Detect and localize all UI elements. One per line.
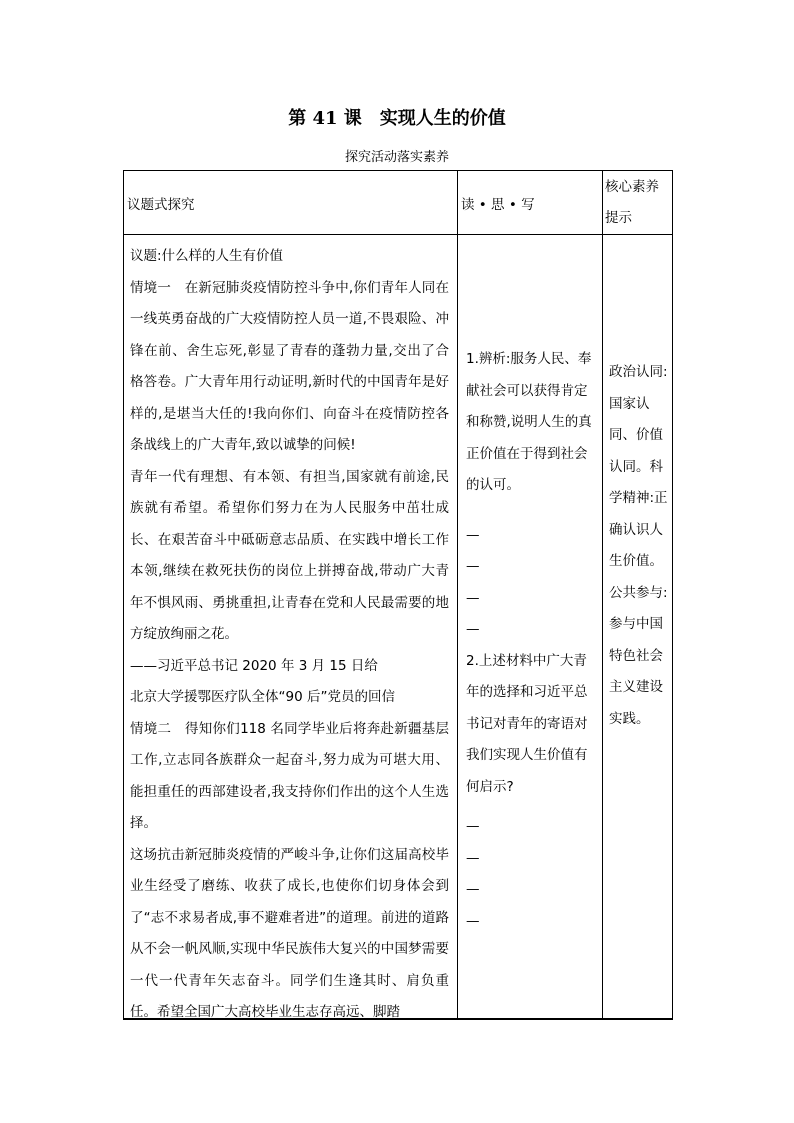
- read-think-write-cell: [458, 235, 603, 1020]
- core-literacy-text: 政治认同:国家认同、价值认同。科学精神:正确认识人生价值。公共参与:参与中国特色社会主义建设实践。: [609, 364, 668, 727]
- page-title: 第 41 课 实现人生的价值: [288, 108, 506, 129]
- table-body-row: [124, 235, 673, 1020]
- header-cell-inquiry: [124, 171, 458, 235]
- scenario-two-text-2: 这场抗击新冠肺炎疫情的严峻斗争,让你们这届高校毕业生经受了磨练、收获了成长,也使你们切身体会到了“志不求易者成,事不避难者进”的道理。前进的道路从不会一帆风顺,实现中华民族伟大复兴的中国梦需要一代一代青年矢志奋斗。同学们生逢其时、肩负重任。希望全国广大高校毕业生志存高远、脚踏: [130, 846, 449, 1018]
- topic-line: 议题:什么样的人生有价值: [130, 248, 284, 264]
- question-2: 2.上述材料中广大青年的选择和习近平总书记对青年的寄语对我们实现人生价值有何启示?: [466, 652, 588, 795]
- scenario-one-text: 情境一 在新冠肺炎疫情防控斗争中,你们青年人同在一线英勇奋战的广大疫情防控人员一道,不畏艰险、冲锋在前、舍生忘死,彰显了青春的蓬勃力量,交出了合格答卷。广大青年用行动证明,新时代的中国青年是好样的,是堪当大任的!我向你们、向奋斗在疫情防控各条战线上的广大青年,致以诚挚的问候!: [130, 279, 449, 453]
- inquiry-content: [124, 235, 457, 1018]
- attribution-line-2: 北京大学援鄂医疗队全体“90 后”党员的回信: [130, 689, 395, 705]
- scenario-two-text: 情境二 得知你们118 名同学毕业后将奔赴新疆基层工作,立志同各族群众一起奋斗,努力成为可堪大用、能担重任的西部建设者,我支持你们作出的这个人生选择。: [130, 720, 449, 831]
- inquiry-table: [123, 170, 673, 1020]
- core-literacy-cell: [603, 235, 673, 1020]
- core-literacy-content: [603, 235, 672, 735]
- scenario-one-text-2: 青年一代有理想、有本领、有担当,国家就有前途,民族就有希望。希望你们努力在为人民服务中茁壮成长、在艰苦奋斗中砥砺意志品质、在实践中增长工作本领,继续在救死扶伤的岗位上拼搏奋战,带动广大青年不惧风雨、勇挑重担,让青春在党和人民最需要的地方绽放绚丽之花。: [130, 468, 449, 642]
- inquiry-cell: [124, 235, 458, 1020]
- answer-line: —: [466, 818, 480, 834]
- header-inquiry: 议题式探究: [127, 196, 195, 213]
- header-core-literacy: 核心素养提示: [605, 178, 659, 226]
- table-header-row: [124, 171, 673, 235]
- answer-line: —: [466, 849, 480, 866]
- attribution-line-1: ——习近平总书记 2020 年 3 月 15 日给: [130, 657, 378, 674]
- answer-line: —: [466, 912, 480, 929]
- question-1: 1.辨析:服务人民、奉献社会可以获得肯定和称赞,说明人生的真正价值在于得到社会的认可。: [466, 351, 592, 493]
- header-cell-read-think-write: [458, 171, 603, 235]
- header-read-think-write: 读 • 思 • 写: [461, 196, 535, 213]
- answer-line: —: [466, 526, 480, 543]
- header-cell-core-literacy: [603, 171, 673, 235]
- question-content: [458, 235, 602, 937]
- answer-line: —: [466, 589, 480, 606]
- answer-line: —: [466, 558, 480, 574]
- section-subtitle: 探究活动落实素养: [344, 150, 449, 165]
- answer-line: —: [466, 621, 480, 637]
- answer-line: —: [466, 881, 480, 897]
